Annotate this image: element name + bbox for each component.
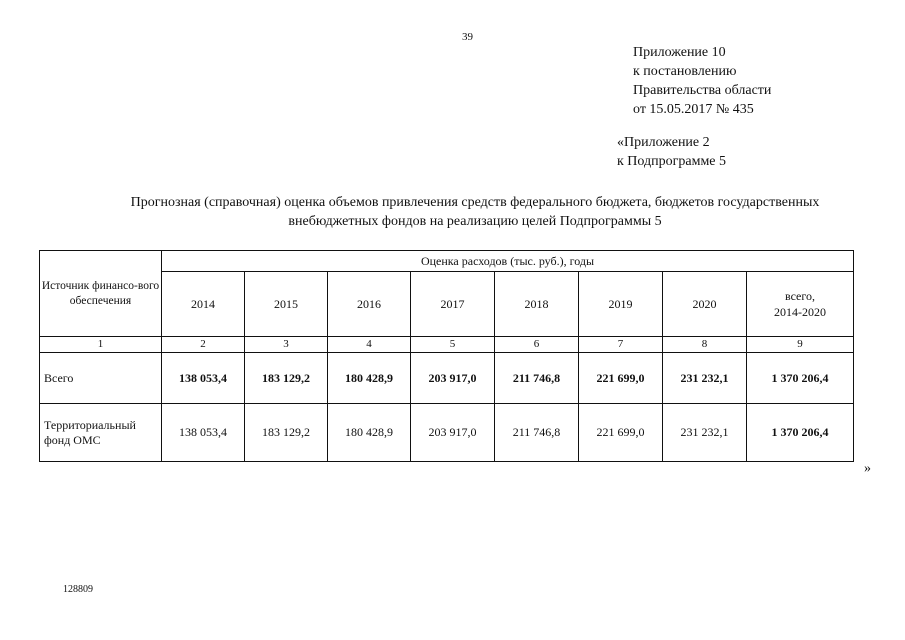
row-source: Территориальный фонд ОМС bbox=[40, 404, 162, 462]
table-cell: 183 129,2 bbox=[245, 404, 328, 462]
document-title bbox=[40, 193, 905, 231]
source-header: Источник финансо-вого обеспечения bbox=[40, 251, 162, 337]
table-cell: 180 428,9 bbox=[328, 404, 411, 462]
appendix-line-1: Приложение 10 bbox=[633, 45, 726, 60]
appendix-line-4: от 15.05.2017 № 435 bbox=[633, 102, 754, 117]
table-cell: 221 699,0 bbox=[579, 353, 663, 404]
table-cell: 221 699,0 bbox=[579, 404, 663, 462]
page-number: 39 bbox=[462, 31, 473, 43]
year-header: 2014 bbox=[162, 272, 245, 337]
column-number-row bbox=[40, 337, 854, 353]
year-header: 2018 bbox=[495, 272, 579, 337]
column-number: 6 bbox=[495, 337, 579, 353]
column-number: 4 bbox=[328, 337, 411, 353]
year-header: 2019 bbox=[579, 272, 663, 337]
table-cell: 180 428,9 bbox=[328, 353, 411, 404]
year-header: 2016 bbox=[328, 272, 411, 337]
title-line-1: Прогнозная (справочная) оценка объемов привлечения средств федерального бюджета, бюджетов государственных bbox=[130, 195, 820, 210]
column-number: 1 bbox=[40, 337, 162, 353]
budget-table bbox=[39, 250, 854, 462]
appendix-line-3: Правительства области bbox=[633, 83, 772, 98]
closing-quote: » bbox=[864, 461, 871, 476]
column-number: 3 bbox=[245, 337, 328, 353]
title-line-2: внебюджетных фондов на реализацию целей Подпрограммы 5 bbox=[288, 214, 662, 229]
table-cell: 203 917,0 bbox=[411, 404, 495, 462]
column-number: 7 bbox=[579, 337, 663, 353]
total-header-line-1: всего, bbox=[784, 289, 816, 303]
column-number: 2 bbox=[162, 337, 245, 353]
column-number: 5 bbox=[411, 337, 495, 353]
table-cell: 203 917,0 bbox=[411, 353, 495, 404]
row-total: 1 370 206,4 bbox=[747, 353, 854, 404]
total-header-line-2: 2014-2020 bbox=[774, 305, 826, 319]
table-cell: 231 232,1 bbox=[663, 353, 747, 404]
column-number: 9 bbox=[747, 337, 854, 353]
row-source: Всего bbox=[40, 353, 162, 404]
appendix-reference bbox=[633, 43, 771, 119]
table-cell: 183 129,2 bbox=[245, 353, 328, 404]
table-cell: 138 053,4 bbox=[162, 353, 245, 404]
subprogram-appendix-reference bbox=[617, 133, 726, 171]
table-cell: 211 746,8 bbox=[495, 404, 579, 462]
year-header: 2017 bbox=[411, 272, 495, 337]
expense-group-header: Оценка расходов (тыс. руб.), годы bbox=[162, 251, 854, 272]
appendix2-line-1: «Приложение 2 bbox=[617, 135, 710, 150]
year-header: 2020 bbox=[663, 272, 747, 337]
table-cell: 231 232,1 bbox=[663, 404, 747, 462]
appendix-line-2: к постановлению bbox=[633, 64, 737, 79]
row-total: 1 370 206,4 bbox=[747, 404, 854, 462]
table-cell: 211 746,8 bbox=[495, 353, 579, 404]
document-code: 128809 bbox=[63, 584, 93, 595]
year-header: 2015 bbox=[245, 272, 328, 337]
table-row bbox=[40, 353, 854, 404]
column-number: 8 bbox=[663, 337, 747, 353]
table-row bbox=[40, 404, 854, 462]
total-header bbox=[747, 272, 854, 337]
appendix2-line-2: к Подпрограмме 5 bbox=[617, 154, 727, 169]
table-cell: 138 053,4 bbox=[162, 404, 245, 462]
